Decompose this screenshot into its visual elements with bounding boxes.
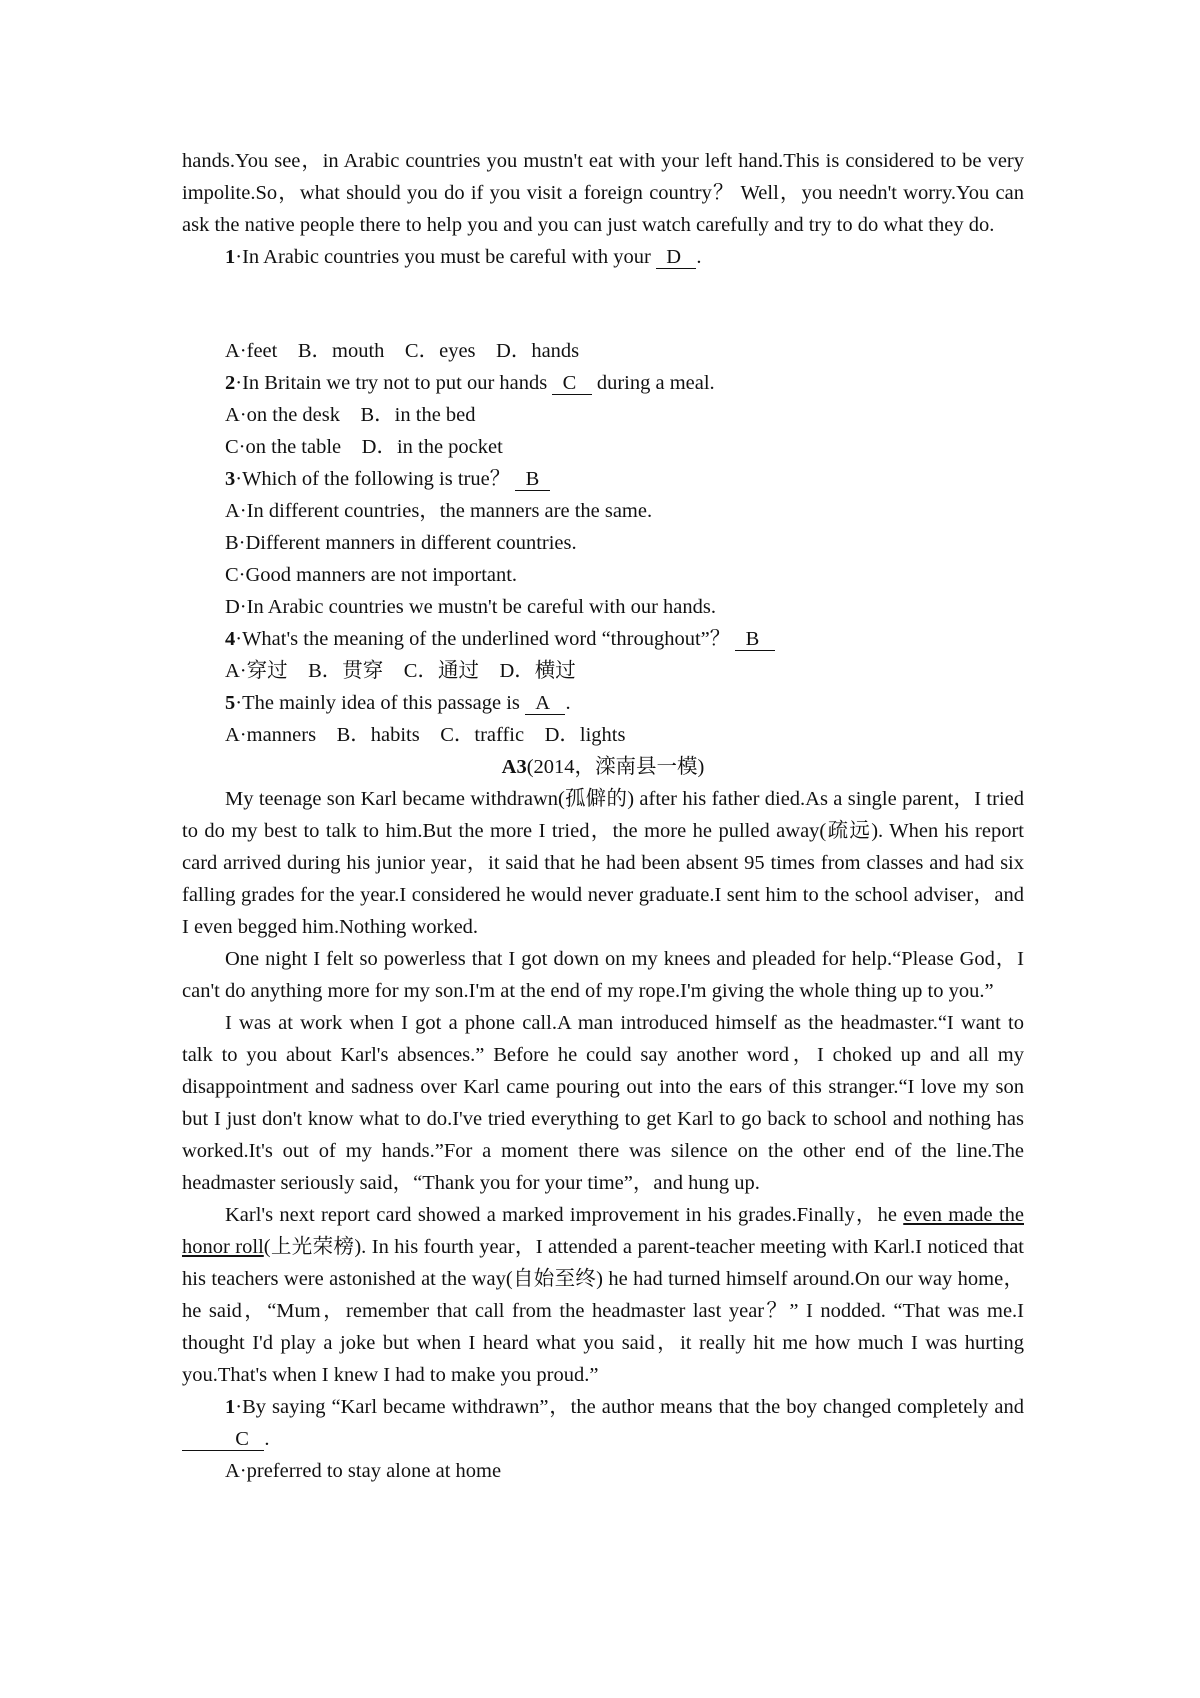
question-5-options: A·manners B．habits C．traffic D．lights <box>225 724 626 746</box>
question-2-option-row: A·on the desk B．in the bed <box>225 404 476 426</box>
passage-paragraph: Karl's next report card showed a marked improvement in his grades.Finally，he even made the honor roll(上光荣榜). In his fourth year，I attended a parent-teacher meeting with Karl.I noticed that his teachers were astonished at the way(自始至终) he had turned himself around.On our way home，he said，“Mum，remember that call from the headmaster last year？” I nodded. “That was me.I thought I'd play a joke but when I heard what you said，it really hit me how much I was hurting you.That's when I knew I had to make you proud.” <box>182 1204 1024 1386</box>
content-column <box>182 145 1024 1487</box>
question-number: 3 <box>225 468 236 490</box>
answer-blank: A <box>525 692 565 715</box>
question-number: 1 <box>225 1396 236 1418</box>
answer-blank: C <box>552 372 591 395</box>
a3-question-1: 1·By saying “Karl became withdrawn”，the author means that the boy changed completely and C . <box>182 1391 1024 1455</box>
question-3-option: B·Different manners in different countries. <box>225 532 577 554</box>
question-number: 1 <box>225 246 236 268</box>
question-4-options: A·穿过 B．贯穿 C．通过 D．横过 <box>225 660 576 682</box>
question-4: 4·What's the meaning of the underlined word “throughout”？ B <box>182 623 1024 655</box>
passage-paragraph: One night I felt so powerless that I got down on my knees and pleaded for help.“Please God，I can't do anything more for my son.I'm at the end of my rope.I'm giving the whole thing up to you.” <box>182 948 1024 1002</box>
question-number: 4 <box>225 628 236 650</box>
answer-blank: B <box>515 468 549 491</box>
passage-paragraph: I was at work when I got a phone call.A man introduced himself as the headmaster.“I want to talk to you about Karl's absences.” Before he could say another word，I choked up and all my disappointment and sadness over Karl came pouring out into the ears of this stranger.“I love my son but I just don't know what to do.I've tried everything to get Karl to go back to school and nothing has worked.It's out of my hands.”For a moment there was silence on the other end of the line.The headmaster seriously said，“Thank you for your time”，and hung up. <box>182 1012 1024 1194</box>
question-number: 2 <box>225 372 236 394</box>
question-3-option: A·In different countries，the manners are the same. <box>225 500 653 522</box>
question-number: 5 <box>225 692 236 714</box>
question-3-option: D·In Arabic countries we mustn't be careful with our hands. <box>225 596 716 618</box>
question-3: 3·Which of the following is true？ B <box>182 463 1024 495</box>
question-3-option: C·Good manners are not important. <box>225 564 518 586</box>
question-2: 2·In Britain we try not to put our hands C during a meal. <box>225 372 715 394</box>
answer-blank: C <box>182 1428 264 1451</box>
question-2-option-row: C·on the table D．in the pocket <box>225 436 503 458</box>
answer-blank: D <box>656 246 696 269</box>
question-5: 5·The mainly idea of this passage is A . <box>225 692 571 714</box>
section-heading: A3(2014，滦南县一模) <box>501 756 705 778</box>
a3-question-1-option: A·preferred to stay alone at home <box>225 1460 502 1482</box>
passage-ending: hands.You see，in Arabic countries you mustn't eat with your left hand.This is considered to be very impolite.So，what should you do if you visit a foreign country？ Well，you needn't worry.You can ask the native people there to help you and you can just watch carefully and try to do what they do. <box>182 150 1024 236</box>
question-1-options: A·feet B．mouth C．eyes D．hands <box>225 340 580 362</box>
passage-paragraph: My teenage son Karl became withdrawn(孤僻的) after his father died.As a single parent，I tried to do my best to talk to him.But the more I tried，the more he pulled away(疏远). When his report card arrived during his junior year，it said that he had been absent 95 times from classes and had six falling grades for the year.I considered he would never graduate.I sent him to the school adviser，and I even begged him.Nothing worked. <box>182 788 1024 938</box>
spacer <box>182 273 1024 335</box>
answer-blank: B <box>735 628 774 651</box>
question-1: 1·In Arabic countries you must be careful with your D . <box>225 246 702 268</box>
underlined-phrase: even made the honor roll <box>182 1204 1024 1258</box>
